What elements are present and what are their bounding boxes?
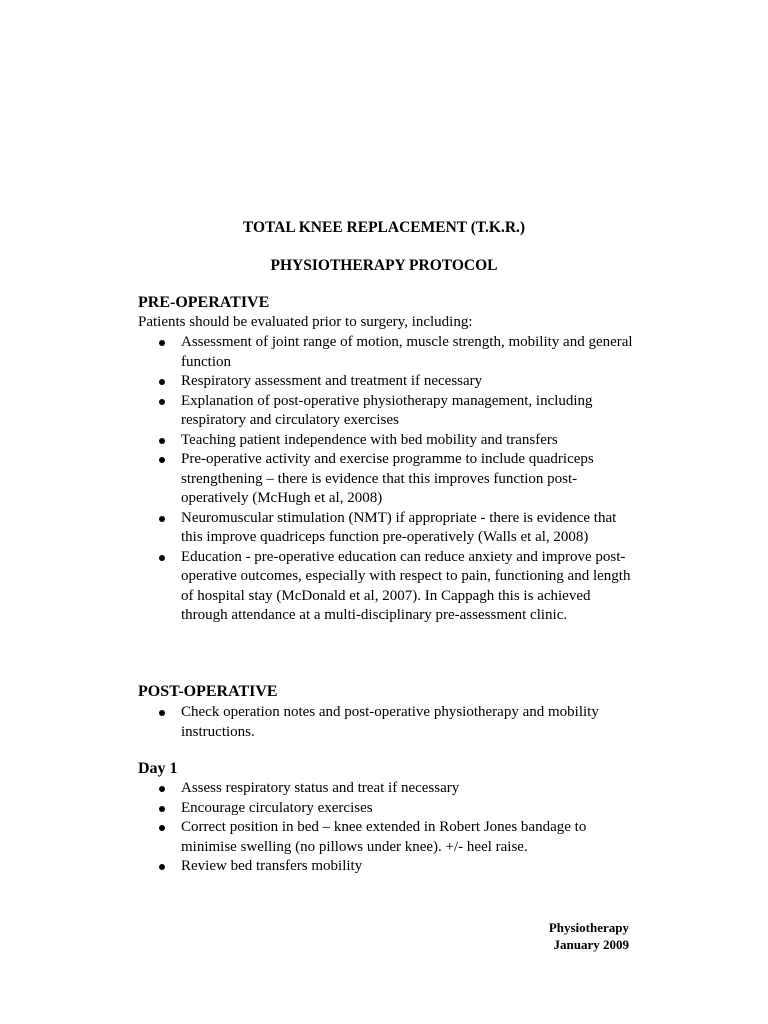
- day1-heading: Day 1: [138, 760, 178, 777]
- pre-operative-heading: PRE-OPERATIVE: [138, 294, 270, 311]
- list-item-text: Teaching patient independence with bed mobility and transfers: [181, 431, 558, 448]
- day1-list: [138, 779, 638, 877]
- bullet-icon: [159, 825, 165, 831]
- footer-date: January 2009: [553, 937, 629, 952]
- bullet-icon: [159, 786, 165, 792]
- bullet-icon: [159, 555, 165, 561]
- post-operative-list: [138, 703, 638, 742]
- bullet-icon: [159, 340, 165, 346]
- list-item: [138, 857, 638, 877]
- bullet-icon: [159, 457, 165, 463]
- list-item-text: Review bed transfers mobility: [181, 858, 363, 874]
- list-item-text: Pre-operative activity and exercise programme to include quadriceps strengthening – there is evidence that this improves function post-operatively (McHugh et al, 2008): [181, 451, 594, 506]
- document-subtitle: PHYSIOTHERAPY PROTOCOL: [270, 257, 498, 274]
- list-item: [138, 703, 638, 742]
- list-item-text: Explanation of post-operative physiotherapy management, including respiratory and circulatory exercises: [181, 392, 593, 428]
- bullet-icon: [159, 399, 165, 405]
- pre-operative-intro: Patients should be evaluated prior to surgery, including:: [138, 314, 473, 330]
- list-item-text: Assessment of joint range of motion, muscle strength, mobility and general function: [181, 334, 633, 370]
- list-item: [138, 450, 638, 509]
- post-operative-heading: POST-OPERATIVE: [138, 683, 278, 700]
- list-item-text: Encourage circulatory exercises: [181, 799, 373, 816]
- list-item: [138, 333, 638, 372]
- document-title: TOTAL KNEE REPLACEMENT (T.K.R.): [242, 219, 526, 236]
- list-item: [138, 392, 638, 431]
- list-item: [138, 372, 638, 392]
- list-item: [138, 799, 638, 819]
- list-item: [138, 548, 638, 626]
- bullet-icon: [159, 379, 165, 385]
- list-item: [138, 431, 638, 451]
- bullet-icon: [159, 438, 165, 444]
- list-item-text: Correct position in bed – knee extended in Robert Jones bandage to minimise swelling (no pillows under knee). +/- heel raise.: [181, 819, 587, 855]
- bullet-icon: [159, 516, 165, 522]
- list-item-text: Check operation notes and post-operative physiotherapy and mobility instructions.: [181, 704, 599, 740]
- list-item: [138, 818, 638, 857]
- list-item-text: Education - pre-operative education can reduce anxiety and improve post-operative outcomes, especially with respect to pain, functioning and length of hospital stay (McDonald et al, 2007). In Cappagh this is achieved through attendance at a multi-disciplinary pre-assessment clinic.: [181, 548, 631, 623]
- pre-operative-list: [138, 333, 638, 626]
- footer-department: Physiotherapy: [548, 920, 629, 935]
- list-item: [138, 509, 638, 548]
- list-item-text: Neuromuscular stimulation (NMT) if appropriate - there is evidence that this improve quadriceps function pre-operatively (Walls et al, 2008): [181, 509, 617, 545]
- bullet-icon: [159, 864, 165, 870]
- list-item-text: Respiratory assessment and treatment if necessary: [181, 373, 483, 389]
- bullet-icon: [159, 806, 165, 812]
- list-item-text: Assess respiratory status and treat if necessary: [181, 780, 460, 796]
- list-item: [138, 779, 638, 799]
- bullet-icon: [159, 710, 165, 716]
